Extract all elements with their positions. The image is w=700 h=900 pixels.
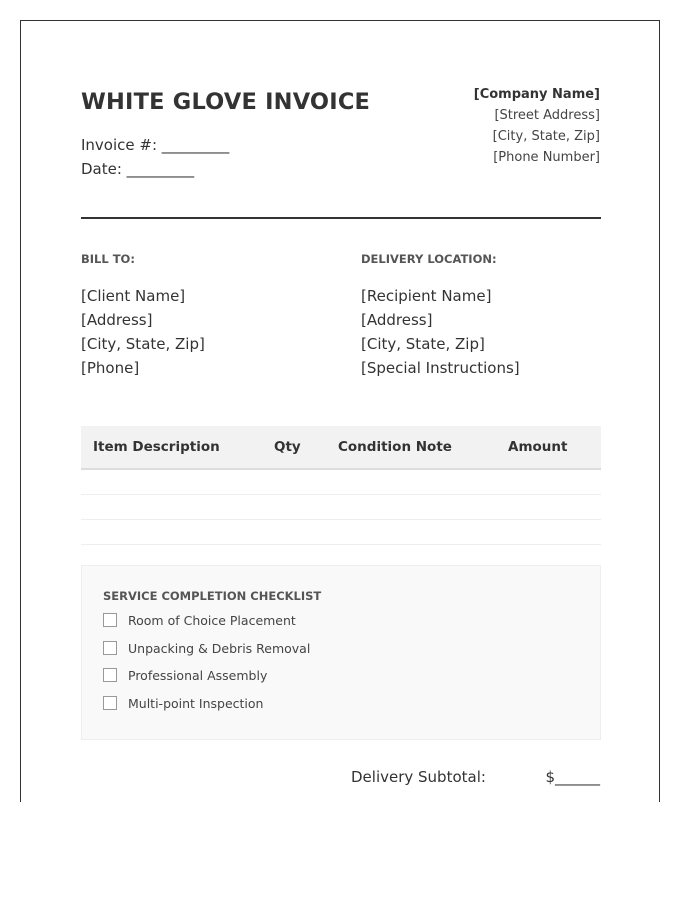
table-row[interactable] xyxy=(81,520,601,545)
bill-to-client-name: [Client Name] xyxy=(81,287,186,305)
bill-to-street: [Address] xyxy=(81,311,153,329)
checklist-item-label: Room of Choice Placement xyxy=(128,612,296,628)
delivery-location-label: DELIVERY LOCATION: xyxy=(361,252,497,266)
bill-to-address xyxy=(81,284,205,380)
delivery-address xyxy=(361,284,520,380)
delivery-subtotal-label: Delivery Subtotal: xyxy=(351,768,486,786)
company-city-state-zip: [City, State, Zip] xyxy=(492,129,600,144)
checklist-item-label: Multi-point Inspection xyxy=(128,695,264,711)
table-row[interactable] xyxy=(81,470,601,495)
checklist-item-unpacking[interactable] xyxy=(103,639,310,657)
checkbox[interactable] xyxy=(103,613,117,627)
bill-to-label: BILL TO: xyxy=(81,252,135,266)
items-table xyxy=(81,426,601,545)
checkbox[interactable] xyxy=(103,641,117,655)
invoice-date-field[interactable]: Date: _________ xyxy=(81,160,195,178)
invoice-number-field[interactable]: Invoice #: _________ xyxy=(81,136,230,154)
checklist-item-label: Professional Assembly xyxy=(128,667,268,683)
delivery-street: [Address] xyxy=(361,311,433,329)
header-amount: Amount xyxy=(508,439,568,455)
service-checklist xyxy=(81,565,601,740)
delivery-subtotal-value[interactable]: $______ xyxy=(545,768,600,786)
header-condition-note: Condition Note xyxy=(338,439,452,455)
checklist-item-inspection[interactable] xyxy=(103,694,263,712)
checkbox[interactable] xyxy=(103,668,117,682)
checkbox[interactable] xyxy=(103,696,117,710)
delivery-special-instructions: [Special Instructions] xyxy=(361,359,520,377)
company-info xyxy=(474,84,600,168)
bill-to-city-state-zip: [City, State, Zip] xyxy=(81,335,205,353)
company-name: [Company Name] xyxy=(473,87,600,102)
invoice-title: WHITE GLOVE INVOICE xyxy=(81,89,371,115)
checklist-item-assembly[interactable] xyxy=(103,666,267,684)
company-phone: [Phone Number] xyxy=(493,150,600,165)
header-qty: Qty xyxy=(274,439,301,455)
items-table-header xyxy=(81,426,601,470)
table-row[interactable] xyxy=(81,495,601,520)
checklist-item-label: Unpacking & Debris Removal xyxy=(128,640,311,656)
invoice-page xyxy=(20,20,660,802)
checklist-item-room-placement[interactable] xyxy=(103,611,296,629)
bill-to-phone: [Phone] xyxy=(81,359,140,377)
header-divider xyxy=(81,217,601,219)
delivery-city-state-zip: [City, State, Zip] xyxy=(361,335,485,353)
company-street: [Street Address] xyxy=(494,108,600,123)
header-item-description: Item Description xyxy=(93,439,220,455)
delivery-recipient-name: [Recipient Name] xyxy=(361,287,492,305)
checklist-title: SERVICE COMPLETION CHECKLIST xyxy=(103,589,322,603)
